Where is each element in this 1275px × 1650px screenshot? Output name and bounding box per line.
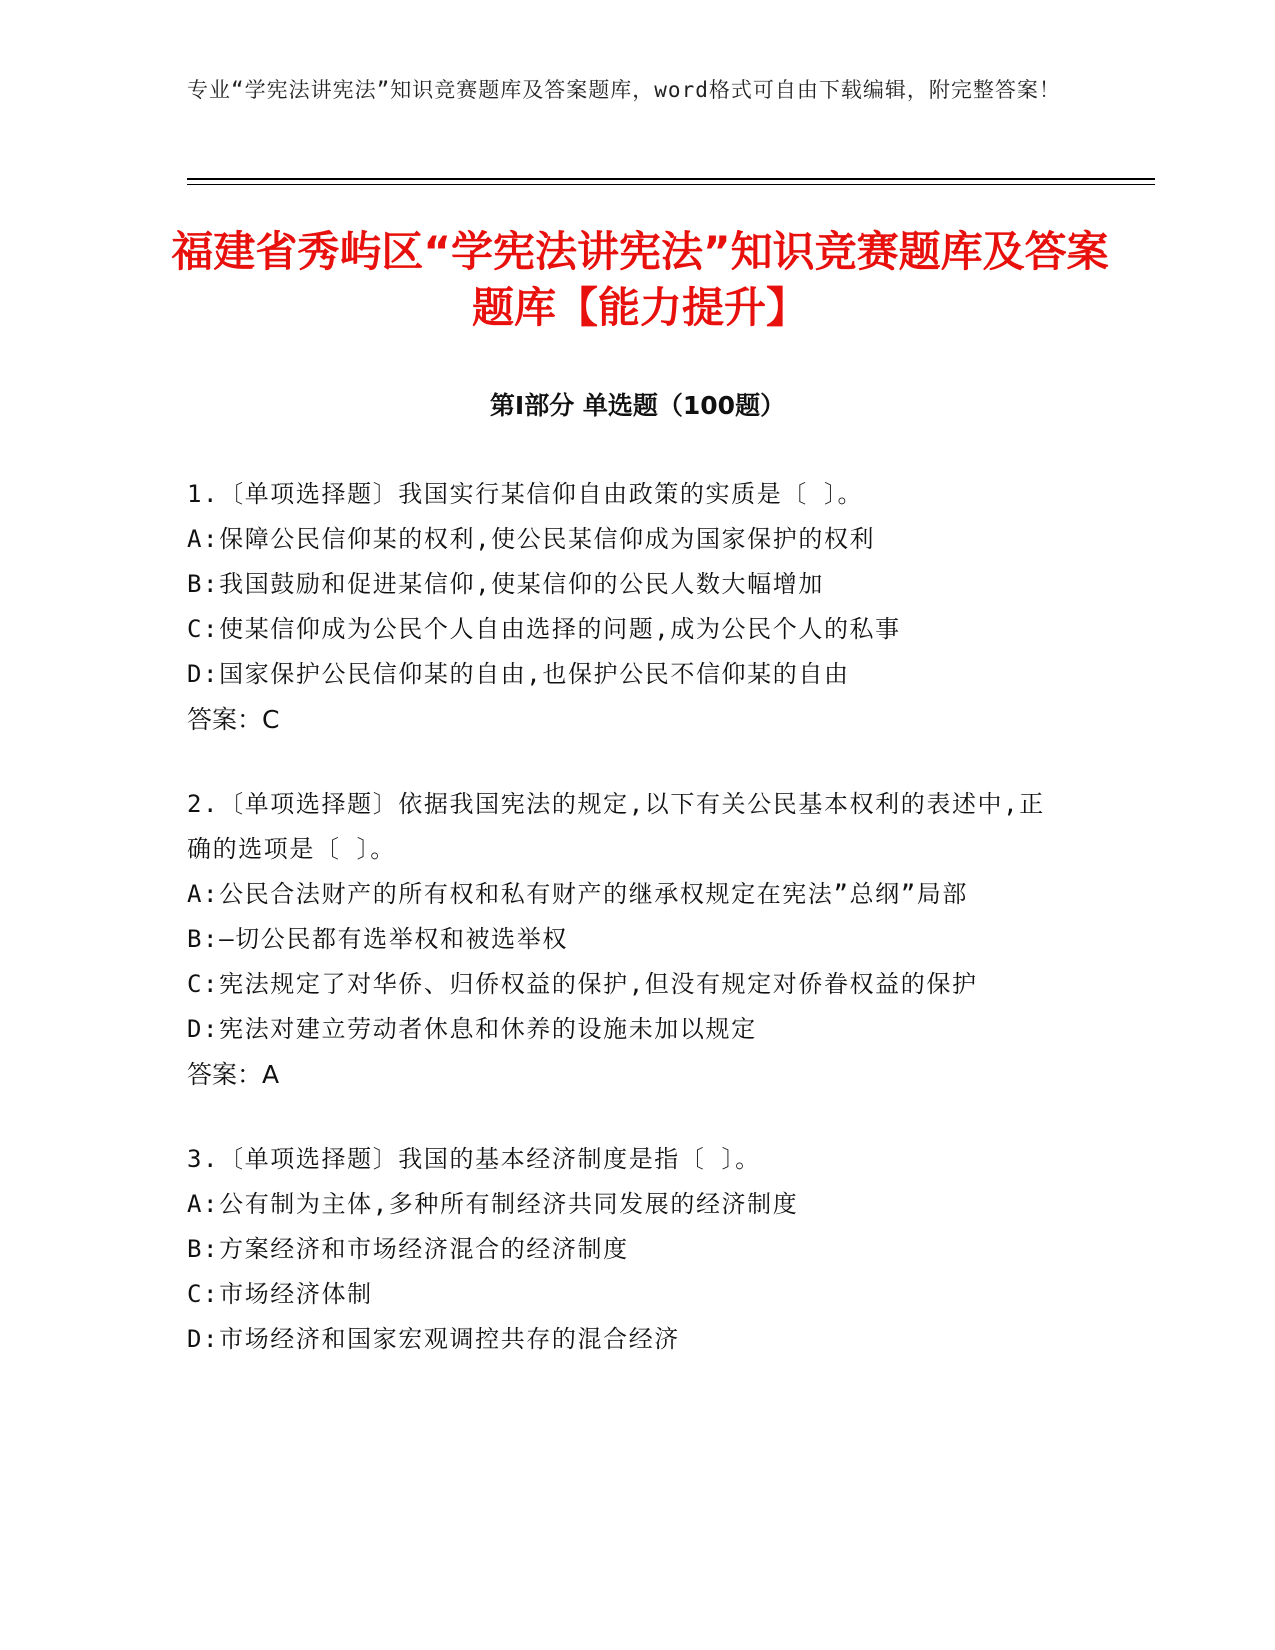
question-3: [187, 1137, 1067, 1362]
option-c: C:宪法规定了对华侨、归侨权益的保护,但没有规定对侨眷权益的保护: [187, 970, 978, 998]
question-2: [187, 782, 1067, 1097]
option-d: D:宪法对建立劳动者休息和休养的设施未加以规定: [187, 1015, 757, 1043]
option-a: A:公民合法财产的所有权和私有财产的继承权规定在宪法”总纲”局部: [187, 880, 968, 908]
header-note: 专业“学宪法讲宪法”知识竞赛题库及答案题库，word格式可自由下载编辑，附完整答案！: [187, 78, 1061, 102]
option-a: A:公有制为主体,多种所有制经济共同发展的经济制度: [187, 1190, 799, 1218]
header-rule-thick: [187, 178, 1155, 180]
option-b: B:方案经济和市场经济混合的经济制度: [187, 1235, 629, 1263]
option-b: B:我国鼓励和促进某信仰,使某信仰的公民人数大幅增加: [187, 570, 824, 598]
document-title: 福建省秀屿区“学宪法讲宪法”知识竞赛题库及答案题库【能力提升】: [171, 227, 1109, 332]
question-stem: 2.〔单项选择题〕依据我国宪法的规定,以下有关公民基本权利的表述中,正确的选项是〔 〕。: [187, 790, 1045, 863]
option-d: D:市场经济和国家宏观调控共存的混合经济: [187, 1325, 680, 1353]
option-b: B:—切公民都有选举权和被选举权: [187, 925, 568, 953]
question-stem: 3.〔单项选择题〕我国的基本经济制度是指〔 〕。: [187, 1145, 761, 1173]
header-rule-thin: [187, 184, 1155, 185]
question-list: [187, 472, 1067, 1402]
answer: 答案：C: [187, 705, 280, 734]
question-1: [187, 472, 1067, 742]
option-a: A:保障公民信仰某的权利,使公民某信仰成为国家保护的权利: [187, 525, 876, 553]
option-d: D:国家保护公民信仰某的自由,也保护公民不信仰某的自由: [187, 660, 850, 688]
option-c: C:使某信仰成为公民个人自由选择的问题,成为公民个人的私事: [187, 615, 901, 643]
answer: 答案：A: [187, 1060, 280, 1089]
option-c: C:市场经济体制: [187, 1280, 373, 1308]
question-stem: 1.〔单项选择题〕我国实行某信仰自由政策的实质是〔 〕。: [187, 480, 864, 508]
section-title: 第Ⅰ部分 单选题（100题）: [489, 391, 786, 420]
